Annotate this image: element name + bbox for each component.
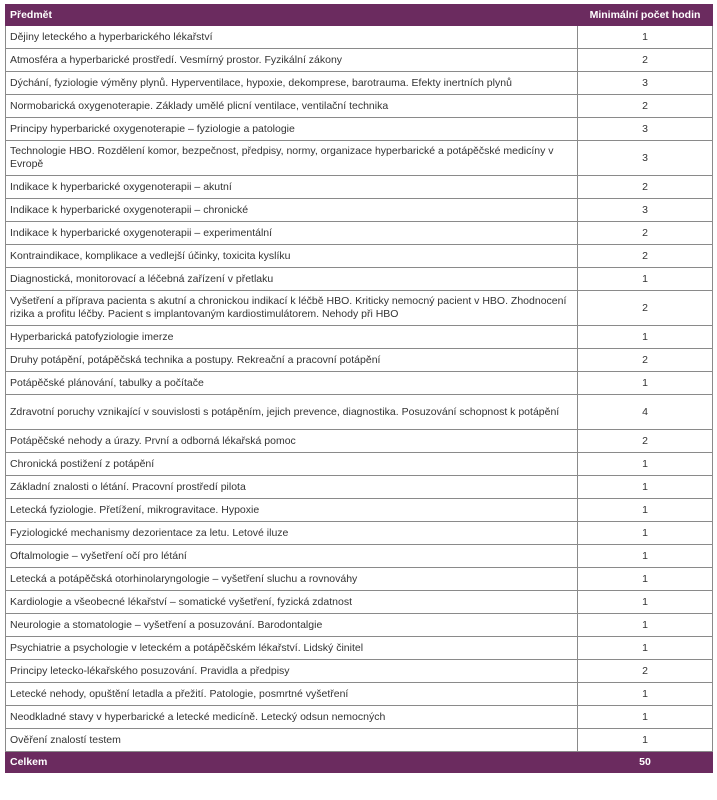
table-row bbox=[6, 706, 713, 729]
hours-cell: 1 bbox=[578, 706, 713, 729]
table-row bbox=[6, 395, 713, 430]
hours-cell: 1 bbox=[578, 729, 713, 752]
hours-cell: 1 bbox=[578, 591, 713, 614]
table-row bbox=[6, 176, 713, 199]
subject-cell: Atmosféra a hyperbarické prostředí. Vesmírný prostor. Fyzikální zákony bbox=[6, 49, 578, 72]
hours-cell: 1 bbox=[578, 637, 713, 660]
hours-cell: 1 bbox=[578, 568, 713, 591]
subject-cell: Letecká a potápěčská otorhinolaryngologie – vyšetření sluchu a rovnováhy bbox=[6, 568, 578, 591]
hours-cell: 1 bbox=[578, 326, 713, 349]
table-row bbox=[6, 141, 713, 176]
hours-cell: 2 bbox=[578, 291, 713, 326]
hours-cell: 1 bbox=[578, 683, 713, 706]
subject-cell: Indikace k hyperbarické oxygenoterapii – akutní bbox=[6, 176, 578, 199]
subject-cell: Letecká fyziologie. Přetížení, mikrogravitace. Hypoxie bbox=[6, 499, 578, 522]
table-row bbox=[6, 683, 713, 706]
hours-cell: 3 bbox=[578, 141, 713, 176]
table-row bbox=[6, 499, 713, 522]
hours-cell: 1 bbox=[578, 268, 713, 291]
hours-cell: 1 bbox=[578, 26, 713, 49]
subject-cell: Letecké nehody, opuštění letadla a přežití. Patologie, posmrtné vyšetření bbox=[6, 683, 578, 706]
table-row bbox=[6, 614, 713, 637]
hours-cell: 4 bbox=[578, 395, 713, 430]
subject-cell: Hyperbarická patofyziologie imerze bbox=[6, 326, 578, 349]
table-row bbox=[6, 245, 713, 268]
hours-cell: 1 bbox=[578, 499, 713, 522]
subject-cell: Neodkladné stavy v hyperbarické a letecké medicíně. Letecký odsun nemocných bbox=[6, 706, 578, 729]
subject-cell: Ověření znalostí testem bbox=[6, 729, 578, 752]
table-row bbox=[6, 268, 713, 291]
curriculum-table bbox=[5, 4, 713, 773]
table-row bbox=[6, 545, 713, 568]
subject-cell: Psychiatrie a psychologie v leteckém a potápěčském lékařství. Lidský činitel bbox=[6, 637, 578, 660]
table-row bbox=[6, 199, 713, 222]
hours-cell: 1 bbox=[578, 372, 713, 395]
header-subject: Předmět bbox=[6, 5, 578, 26]
table-row bbox=[6, 372, 713, 395]
hours-cell: 1 bbox=[578, 476, 713, 499]
table-row bbox=[6, 476, 713, 499]
subject-cell: Principy letecko-lékařského posuzování. Pravidla a předpisy bbox=[6, 660, 578, 683]
table-row bbox=[6, 72, 713, 95]
hours-cell: 3 bbox=[578, 118, 713, 141]
subject-cell: Zdravotní poruchy vznikající v souvislosti s potápěním, jejich prevence, diagnostika. Posuzování schopnost k potápění bbox=[6, 395, 578, 430]
subject-cell: Základní znalosti o létání. Pracovní prostředí pilota bbox=[6, 476, 578, 499]
table-row bbox=[6, 222, 713, 245]
table-row bbox=[6, 453, 713, 476]
subject-cell: Fyziologické mechanismy dezorientace za letu. Letové iluze bbox=[6, 522, 578, 545]
hours-cell: 2 bbox=[578, 176, 713, 199]
header-hours: Minimální počet hodin bbox=[578, 5, 713, 26]
hours-cell: 3 bbox=[578, 72, 713, 95]
subject-cell: Diagnostická, monitorovací a léčebná zařízení v přetlaku bbox=[6, 268, 578, 291]
subject-cell: Dějiny leteckého a hyperbarického lékařství bbox=[6, 26, 578, 49]
table-row bbox=[6, 568, 713, 591]
hours-cell: 2 bbox=[578, 245, 713, 268]
table-row bbox=[6, 637, 713, 660]
hours-cell: 1 bbox=[578, 614, 713, 637]
subject-cell: Vyšetření a příprava pacienta s akutní a chronickou indikací k léčbě HBO. Kriticky nemocný pacient v HBO. Zhodnocení rizika a profitu léčby. Pacient s implantovaným kardiostimulátorem. Nehody při HBO bbox=[6, 291, 578, 326]
total-row bbox=[6, 752, 713, 773]
subject-cell: Potápěčské nehody a úrazy. První a odborná lékařská pomoc bbox=[6, 430, 578, 453]
table-row bbox=[6, 291, 713, 326]
hours-cell: 2 bbox=[578, 430, 713, 453]
hours-cell: 2 bbox=[578, 660, 713, 683]
hours-cell: 1 bbox=[578, 545, 713, 568]
table-row bbox=[6, 95, 713, 118]
subject-cell: Technologie HBO. Rozdělení komor, bezpečnost, předpisy, normy, organizace hyperbarické a potápěčské medicíny v Evropě bbox=[6, 141, 578, 176]
table-footer bbox=[6, 752, 713, 773]
subject-cell: Indikace k hyperbarické oxygenoterapii – chronické bbox=[6, 199, 578, 222]
subject-cell: Chronická postižení z potápění bbox=[6, 453, 578, 476]
hours-cell: 2 bbox=[578, 95, 713, 118]
table-row bbox=[6, 349, 713, 372]
total-value: 50 bbox=[578, 752, 713, 773]
subject-cell: Indikace k hyperbarické oxygenoterapii – experimentální bbox=[6, 222, 578, 245]
header-row bbox=[6, 5, 713, 26]
table-header bbox=[6, 5, 713, 26]
subject-cell: Kardiologie a všeobecné lékařství – somatické vyšetření, fyzická zdatnost bbox=[6, 591, 578, 614]
subject-cell: Neurologie a stomatologie – vyšetření a posuzování. Barodontalgie bbox=[6, 614, 578, 637]
hours-cell: 2 bbox=[578, 222, 713, 245]
table-row bbox=[6, 430, 713, 453]
subject-cell: Normobarická oxygenoterapie. Základy umělé plicní ventilace, ventilační technika bbox=[6, 95, 578, 118]
hours-cell: 2 bbox=[578, 349, 713, 372]
table-row bbox=[6, 49, 713, 72]
subject-cell: Potápěčské plánování, tabulky a počítače bbox=[6, 372, 578, 395]
total-label: Celkem bbox=[6, 752, 578, 773]
hours-cell: 1 bbox=[578, 453, 713, 476]
hours-cell: 1 bbox=[578, 522, 713, 545]
table-row bbox=[6, 26, 713, 49]
table-body bbox=[6, 26, 713, 752]
subject-cell: Dýchání, fyziologie výměny plynů. Hyperventilace, hypoxie, dekomprese, barotrauma. Efekty inertních plynů bbox=[6, 72, 578, 95]
hours-cell: 3 bbox=[578, 199, 713, 222]
subject-cell: Principy hyperbarické oxygenoterapie – fyziologie a patologie bbox=[6, 118, 578, 141]
table-row bbox=[6, 729, 713, 752]
subject-cell: Oftalmologie – vyšetření očí pro létání bbox=[6, 545, 578, 568]
table-row bbox=[6, 326, 713, 349]
table-row bbox=[6, 660, 713, 683]
subject-cell: Druhy potápění, potápěčská technika a postupy. Rekreační a pracovní potápění bbox=[6, 349, 578, 372]
table-row bbox=[6, 522, 713, 545]
table-row bbox=[6, 591, 713, 614]
hours-cell: 2 bbox=[578, 49, 713, 72]
subject-cell: Kontraindikace, komplikace a vedlejší účinky, toxicita kyslíku bbox=[6, 245, 578, 268]
table-row bbox=[6, 118, 713, 141]
